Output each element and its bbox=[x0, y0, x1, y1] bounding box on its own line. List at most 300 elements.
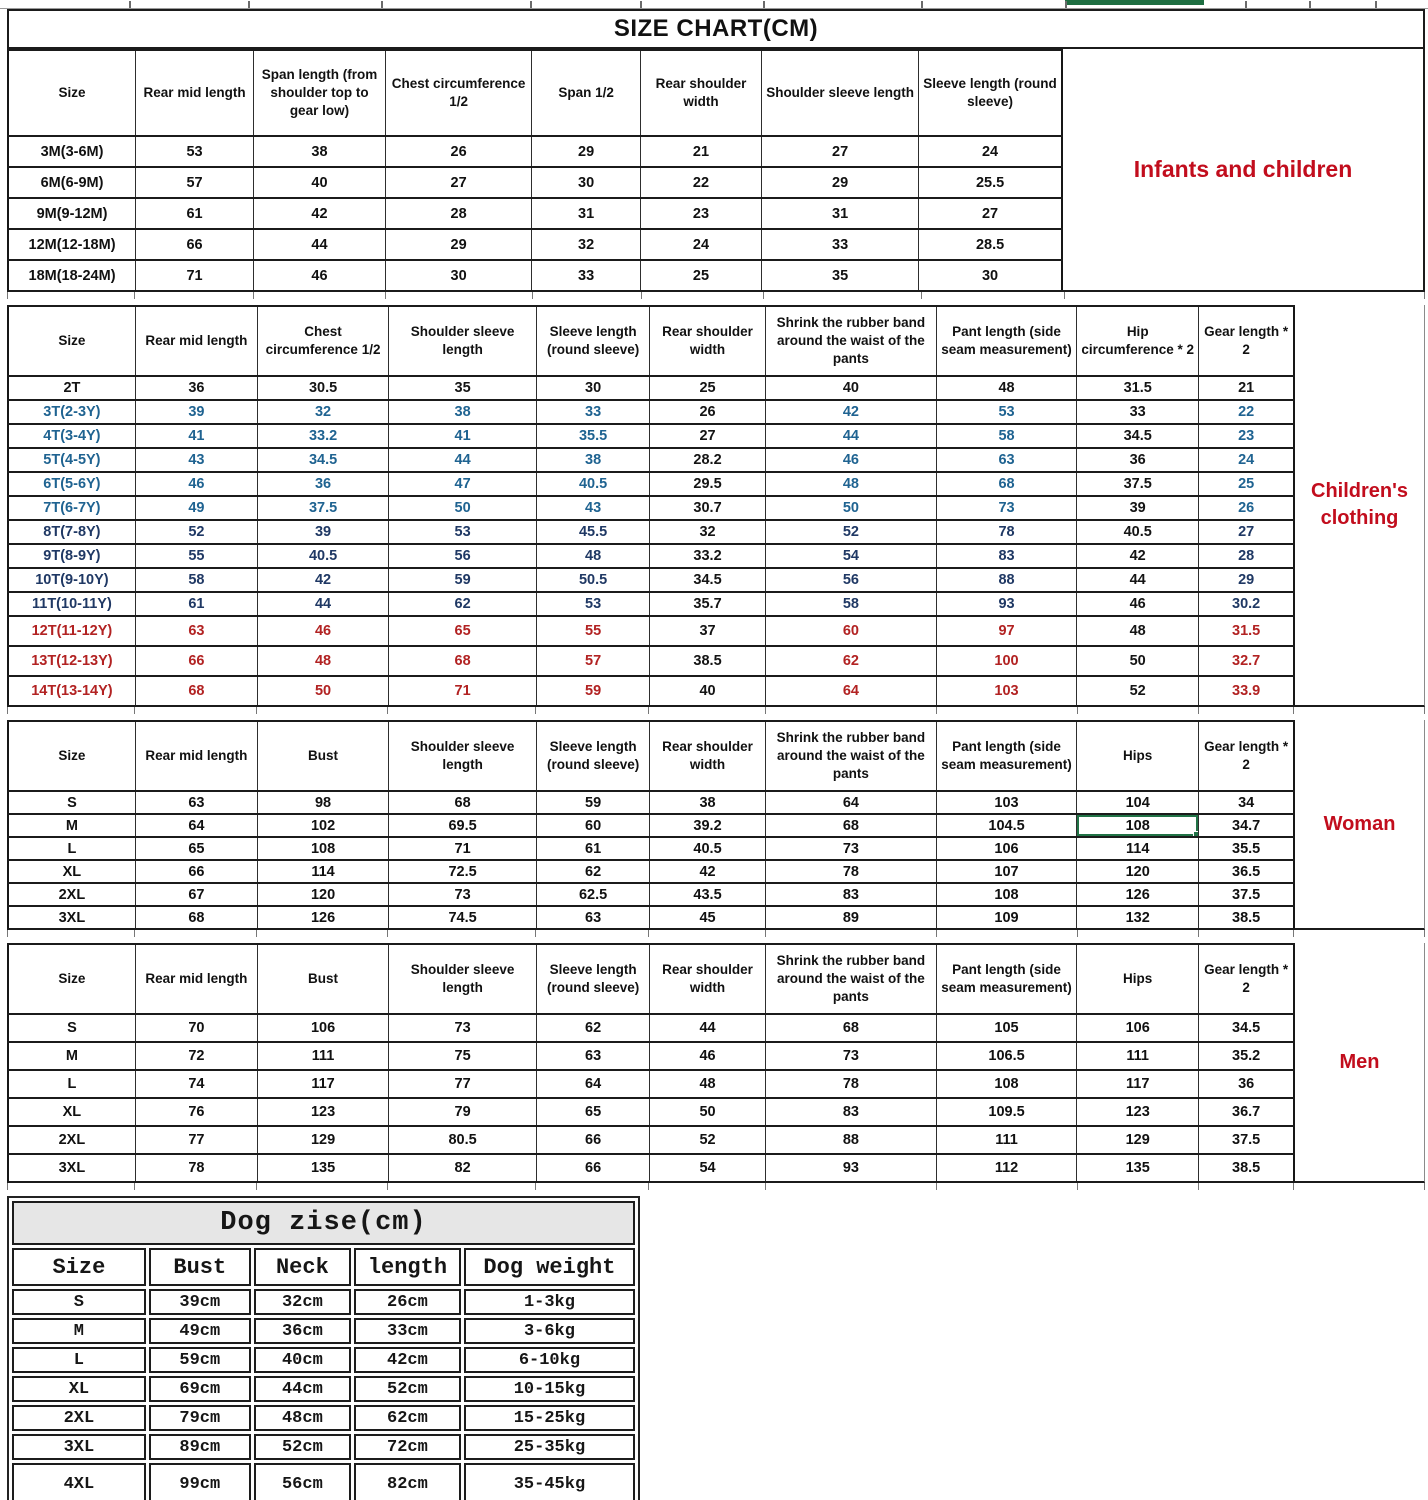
table-cell: 38 bbox=[389, 400, 537, 424]
men-section-label bbox=[1295, 943, 1425, 1183]
table-cell: 38 bbox=[254, 136, 386, 167]
column-header: Span 1/2 bbox=[532, 50, 641, 136]
table-cell: 76 bbox=[135, 1098, 257, 1126]
gridline-gap-strip bbox=[7, 707, 1425, 720]
table-cell: 32cm bbox=[254, 1289, 351, 1315]
table-cell: 21 bbox=[1199, 376, 1294, 400]
table-row bbox=[12, 1405, 635, 1431]
table-cell: 30.2 bbox=[1199, 592, 1294, 616]
table-cell: 22 bbox=[1199, 400, 1294, 424]
column-header: Size bbox=[8, 50, 136, 136]
table-cell: 48cm bbox=[254, 1405, 351, 1431]
table-cell: 28 bbox=[1199, 544, 1294, 568]
column-header: Sleeve length (round sleeve) bbox=[537, 944, 650, 1014]
table-cell: 70 bbox=[135, 1014, 257, 1042]
table-cell: 39.2 bbox=[650, 814, 766, 837]
table-cell: 62 bbox=[537, 860, 650, 883]
table-cell: 24 bbox=[1199, 448, 1294, 472]
dog-size-table bbox=[7, 1196, 640, 1500]
table-cell: 66 bbox=[135, 860, 257, 883]
gridline-gap-strip bbox=[7, 292, 1425, 305]
table-cell: 35.2 bbox=[1199, 1042, 1294, 1070]
table-cell: 111 bbox=[936, 1126, 1076, 1154]
table-cell: 68 bbox=[135, 906, 257, 929]
men-size-table bbox=[7, 943, 1295, 1183]
table-cell: 42 bbox=[1077, 544, 1199, 568]
table-cell: 52cm bbox=[354, 1376, 461, 1402]
gridline-gap-strip bbox=[7, 1183, 1425, 1196]
table-cell: 61 bbox=[537, 837, 650, 860]
table-cell: 82cm bbox=[354, 1463, 461, 1500]
gridline-gap-strip bbox=[7, 930, 1425, 943]
table-cell: 6-10kg bbox=[464, 1347, 635, 1373]
row-size-label: XL bbox=[8, 860, 135, 883]
column-header: Rear shoulder width bbox=[650, 306, 766, 376]
table-cell: 60 bbox=[537, 814, 650, 837]
column-tick bbox=[640, 1, 642, 8]
table-row bbox=[8, 400, 1294, 424]
row-size-label: 5T(4-5Y) bbox=[8, 448, 135, 472]
table-row bbox=[12, 1434, 635, 1460]
table-row bbox=[8, 136, 1062, 167]
row-size-label: 3XL bbox=[8, 906, 135, 929]
table-cell: 44 bbox=[1077, 568, 1199, 592]
table-cell: 50.5 bbox=[537, 568, 650, 592]
table-cell: 21 bbox=[640, 136, 761, 167]
column-header: Rear mid length bbox=[135, 306, 257, 376]
table-cell: 34.5 bbox=[1199, 1014, 1294, 1042]
table-row bbox=[12, 1376, 635, 1402]
table-row bbox=[8, 376, 1294, 400]
table-cell: 120 bbox=[257, 883, 388, 906]
column-header: Pant length (side seam measurement) bbox=[936, 306, 1076, 376]
table-cell: 42 bbox=[650, 860, 766, 883]
table-cell: 123 bbox=[257, 1098, 388, 1126]
table-cell: 29.5 bbox=[650, 472, 766, 496]
selection-fill-handle bbox=[1193, 831, 1199, 837]
table-cell: 46 bbox=[1077, 592, 1199, 616]
table-cell: 46 bbox=[257, 616, 388, 646]
table-cell: 106.5 bbox=[936, 1042, 1076, 1070]
table-cell: 30 bbox=[532, 167, 641, 198]
column-header: Neck bbox=[254, 1248, 351, 1286]
table-cell: 26 bbox=[1199, 496, 1294, 520]
table-cell: 31 bbox=[532, 198, 641, 229]
column-ticks bbox=[7, 292, 1425, 299]
table-cell: 35.5 bbox=[1199, 837, 1294, 860]
table-cell: 50 bbox=[650, 1098, 766, 1126]
table-cell: 71 bbox=[389, 676, 537, 706]
column-tick bbox=[1309, 1, 1311, 8]
table-cell: 43.5 bbox=[650, 883, 766, 906]
table-cell: 44 bbox=[254, 229, 386, 260]
column-tick bbox=[248, 1, 250, 8]
row-size-label: 3T(2-3Y) bbox=[8, 400, 135, 424]
column-header: Shrink the rubber band around the waist of the pants bbox=[765, 306, 936, 376]
table-cell: 50 bbox=[389, 496, 537, 520]
column-header: Rear mid length bbox=[136, 50, 254, 136]
table-cell: 106 bbox=[257, 1014, 388, 1042]
table-cell: 52cm bbox=[254, 1434, 351, 1460]
table-cell: 63 bbox=[936, 448, 1076, 472]
column-header: Shrink the rubber band around the waist of the pants bbox=[765, 944, 936, 1014]
table-cell: 67 bbox=[135, 883, 257, 906]
table-cell: 15-25kg bbox=[464, 1405, 635, 1431]
table-cell: 65 bbox=[389, 616, 537, 646]
table-cell: 28.2 bbox=[650, 448, 766, 472]
table-cell: 55 bbox=[135, 544, 257, 568]
table-cell: 40 bbox=[254, 167, 386, 198]
table-cell: 30.5 bbox=[257, 376, 388, 400]
column-header: Chest circumference 1/2 bbox=[385, 50, 532, 136]
table-cell: 74 bbox=[135, 1070, 257, 1098]
table-cell: 57 bbox=[136, 167, 254, 198]
table-cell: 50 bbox=[765, 496, 936, 520]
men-section-label-text: Men bbox=[1339, 1050, 1380, 1073]
children-section-label bbox=[1295, 305, 1425, 707]
children-section-label-text: Children's clothing bbox=[1311, 480, 1408, 529]
column-header: Bust bbox=[149, 1248, 251, 1286]
table-cell: 73 bbox=[765, 1042, 936, 1070]
table-cell: 50 bbox=[257, 676, 388, 706]
column-tick bbox=[530, 1, 532, 8]
table-cell: 83 bbox=[765, 1098, 936, 1126]
table-row bbox=[12, 1347, 635, 1373]
column-ticks bbox=[7, 1183, 1425, 1190]
table-row bbox=[8, 167, 1062, 198]
table-row bbox=[8, 646, 1294, 676]
table-cell: 44cm bbox=[254, 1376, 351, 1402]
table-cell: 78 bbox=[936, 520, 1076, 544]
table-cell: 62 bbox=[765, 646, 936, 676]
column-header: Rear shoulder width bbox=[650, 944, 766, 1014]
column-header: Gear length * 2 bbox=[1199, 944, 1294, 1014]
table-cell: 27 bbox=[1199, 520, 1294, 544]
row-size-label: XL bbox=[8, 1098, 135, 1126]
table-cell: 29 bbox=[532, 136, 641, 167]
table-cell: 100 bbox=[936, 646, 1076, 676]
row-size-label: 14T(13-14Y) bbox=[8, 676, 135, 706]
table-cell: 32 bbox=[532, 229, 641, 260]
table-cell: 117 bbox=[257, 1070, 388, 1098]
table-cell: 73 bbox=[389, 883, 537, 906]
table-cell: 31.5 bbox=[1077, 376, 1199, 400]
table-cell: 38 bbox=[537, 448, 650, 472]
table-cell: 24 bbox=[919, 136, 1062, 167]
table-cell: 42 bbox=[257, 568, 388, 592]
table-row bbox=[8, 198, 1062, 229]
table-cell: 68 bbox=[389, 646, 537, 676]
table-cell: 31 bbox=[762, 198, 919, 229]
column-header: Rear mid length bbox=[135, 944, 257, 1014]
table-cell: 54 bbox=[650, 1154, 766, 1182]
table-cell: 65 bbox=[135, 837, 257, 860]
column-header: length bbox=[354, 1248, 461, 1286]
table-cell: 72cm bbox=[354, 1434, 461, 1460]
table-row bbox=[8, 883, 1294, 906]
children-block bbox=[7, 305, 1425, 707]
table-cell: 31.5 bbox=[1199, 616, 1294, 646]
column-header: Hip circumference * 2 bbox=[1077, 306, 1199, 376]
table-cell: 46 bbox=[254, 260, 386, 291]
table-cell: 83 bbox=[765, 883, 936, 906]
table-row bbox=[8, 592, 1294, 616]
column-header: Pant length (side seam measurement) bbox=[936, 721, 1076, 791]
table-cell: 25 bbox=[650, 376, 766, 400]
table-cell: 36 bbox=[1199, 1070, 1294, 1098]
table-cell: 32 bbox=[650, 520, 766, 544]
table-cell: 28.5 bbox=[919, 229, 1062, 260]
table-cell: 61 bbox=[136, 198, 254, 229]
table-cell: 93 bbox=[765, 1154, 936, 1182]
table-cell: 69cm bbox=[149, 1376, 251, 1402]
table-cell: 44 bbox=[389, 448, 537, 472]
table-cell: 66 bbox=[135, 646, 257, 676]
column-header: Size bbox=[8, 944, 135, 1014]
table-cell: 82 bbox=[389, 1154, 537, 1182]
table-cell: 33.2 bbox=[257, 424, 388, 448]
row-size-label: 8T(7-8Y) bbox=[8, 520, 135, 544]
table-cell: 40 bbox=[765, 376, 936, 400]
table-cell: 36.7 bbox=[1199, 1098, 1294, 1126]
row-size-label: 13T(12-13Y) bbox=[8, 646, 135, 676]
table-cell: 59 bbox=[537, 676, 650, 706]
table-cell: 68 bbox=[936, 472, 1076, 496]
column-header: Bust bbox=[257, 944, 388, 1014]
row-size-label: 3M(3-6M) bbox=[8, 136, 136, 167]
table-row bbox=[8, 448, 1294, 472]
table-cell: 62 bbox=[389, 592, 537, 616]
table-cell: 42 bbox=[765, 400, 936, 424]
table-cell: 48 bbox=[650, 1070, 766, 1098]
table-cell: 35-45kg bbox=[464, 1463, 635, 1500]
table-cell: 88 bbox=[765, 1126, 936, 1154]
table-cell: 1-3kg bbox=[464, 1289, 635, 1315]
table-cell: 46 bbox=[650, 1042, 766, 1070]
table-cell: 108 bbox=[936, 883, 1076, 906]
table-cell: 35.7 bbox=[650, 592, 766, 616]
table-cell: 40.5 bbox=[1077, 520, 1199, 544]
table-cell: 62cm bbox=[354, 1405, 461, 1431]
table-cell: 83 bbox=[936, 544, 1076, 568]
row-size-label: 3XL bbox=[12, 1434, 146, 1460]
table-cell: 42cm bbox=[354, 1347, 461, 1373]
column-ticks bbox=[7, 930, 1425, 937]
selected-cell: 108 bbox=[1077, 814, 1199, 837]
table-cell: 126 bbox=[257, 906, 388, 929]
table-cell: 52 bbox=[135, 520, 257, 544]
table-cell: 26cm bbox=[354, 1289, 461, 1315]
table-cell: 33.2 bbox=[650, 544, 766, 568]
table-cell: 33 bbox=[532, 260, 641, 291]
children-size-table bbox=[7, 305, 1295, 707]
table-cell: 59 bbox=[537, 791, 650, 814]
table-row bbox=[8, 472, 1294, 496]
column-header: Rear shoulder width bbox=[640, 50, 761, 136]
table-cell: 29 bbox=[1199, 568, 1294, 592]
table-cell: 53 bbox=[389, 520, 537, 544]
table-cell: 34.5 bbox=[650, 568, 766, 592]
table-cell: 135 bbox=[1077, 1154, 1199, 1182]
table-cell: 49 bbox=[135, 496, 257, 520]
table-cell: 35.5 bbox=[537, 424, 650, 448]
table-cell: 68 bbox=[389, 791, 537, 814]
table-cell: 104 bbox=[1077, 791, 1199, 814]
table-cell: 37.5 bbox=[1199, 883, 1294, 906]
infant-block bbox=[7, 49, 1425, 292]
row-size-label: L bbox=[8, 837, 135, 860]
table-cell: 27 bbox=[919, 198, 1062, 229]
table-cell: 34 bbox=[1199, 791, 1294, 814]
dog-table-wrap bbox=[7, 1196, 1428, 1500]
table-cell: 24 bbox=[640, 229, 761, 260]
column-header: Shoulder sleeve length bbox=[389, 944, 537, 1014]
table-cell: 30.7 bbox=[650, 496, 766, 520]
table-row bbox=[8, 837, 1294, 860]
column-tick bbox=[1065, 1, 1067, 8]
table-cell: 61 bbox=[135, 592, 257, 616]
table-cell: 108 bbox=[257, 837, 388, 860]
table-cell: 38.5 bbox=[1199, 906, 1294, 929]
row-size-label: 2T bbox=[8, 376, 135, 400]
woman-size-table bbox=[7, 720, 1295, 930]
table-cell: 32.7 bbox=[1199, 646, 1294, 676]
table-cell: 65 bbox=[537, 1098, 650, 1126]
infant-section-label-text: Infants and children bbox=[1133, 155, 1353, 182]
table-cell: 39cm bbox=[149, 1289, 251, 1315]
table-cell: 29 bbox=[762, 167, 919, 198]
table-cell: 64 bbox=[537, 1070, 650, 1098]
table-cell: 63 bbox=[537, 1042, 650, 1070]
table-cell: 22 bbox=[640, 167, 761, 198]
table-cell: 64 bbox=[765, 676, 936, 706]
table-cell: 66 bbox=[537, 1154, 650, 1182]
column-header: Size bbox=[8, 306, 135, 376]
table-cell: 30 bbox=[385, 260, 532, 291]
column-ticks bbox=[7, 707, 1425, 714]
table-cell: 109 bbox=[936, 906, 1076, 929]
table-cell: 25.5 bbox=[919, 167, 1062, 198]
table-cell: 129 bbox=[1077, 1126, 1199, 1154]
table-cell: 62.5 bbox=[537, 883, 650, 906]
table-cell: 42 bbox=[254, 198, 386, 229]
table-row bbox=[8, 424, 1294, 448]
table-cell: 114 bbox=[257, 860, 388, 883]
table-cell: 102 bbox=[257, 814, 388, 837]
column-header: Hips bbox=[1077, 721, 1199, 791]
table-cell: 43 bbox=[135, 448, 257, 472]
table-cell: 34.5 bbox=[257, 448, 388, 472]
spreadsheet-top-gridline-strip bbox=[0, 0, 1428, 9]
table-cell: 48 bbox=[936, 376, 1076, 400]
table-cell: 48 bbox=[765, 472, 936, 496]
table-cell: 56 bbox=[389, 544, 537, 568]
table-row bbox=[8, 1014, 1294, 1042]
table-cell: 49cm bbox=[149, 1318, 251, 1344]
column-header: Gear length * 2 bbox=[1199, 306, 1294, 376]
table-cell: 66 bbox=[537, 1126, 650, 1154]
column-tick bbox=[381, 1, 383, 8]
table-cell: 34.7 bbox=[1199, 814, 1294, 837]
table-cell: 38.5 bbox=[650, 646, 766, 676]
table-cell: 63 bbox=[135, 791, 257, 814]
table-cell: 104.5 bbox=[936, 814, 1076, 837]
table-cell: 37.5 bbox=[1199, 1126, 1294, 1154]
table-row bbox=[8, 520, 1294, 544]
size-chart-title-text: SIZE CHART(CM) bbox=[613, 15, 819, 42]
column-header: Size bbox=[8, 721, 135, 791]
table-cell: 78 bbox=[135, 1154, 257, 1182]
table-cell: 99cm bbox=[149, 1463, 251, 1500]
table-cell: 126 bbox=[1077, 883, 1199, 906]
men-block bbox=[7, 943, 1425, 1183]
table-cell: 46 bbox=[135, 472, 257, 496]
table-cell: 72 bbox=[135, 1042, 257, 1070]
table-cell: 30 bbox=[919, 260, 1062, 291]
table-cell: 135 bbox=[257, 1154, 388, 1182]
table-row bbox=[8, 860, 1294, 883]
table-cell: 23 bbox=[640, 198, 761, 229]
woman-section-label-text: Woman bbox=[1323, 812, 1396, 835]
column-tick bbox=[129, 1, 131, 8]
table-row bbox=[8, 568, 1294, 592]
table-cell: 41 bbox=[389, 424, 537, 448]
table-cell: 75 bbox=[389, 1042, 537, 1070]
table-cell: 62 bbox=[537, 1014, 650, 1042]
row-size-label: 9M(9-12M) bbox=[8, 198, 136, 229]
table-cell: 52 bbox=[650, 1126, 766, 1154]
table-cell: 111 bbox=[257, 1042, 388, 1070]
table-row bbox=[8, 616, 1294, 646]
table-cell: 48 bbox=[257, 646, 388, 676]
table-row bbox=[8, 496, 1294, 520]
row-size-label: 6M(6-9M) bbox=[8, 167, 136, 198]
table-cell: 40.5 bbox=[537, 472, 650, 496]
table-cell: 77 bbox=[135, 1126, 257, 1154]
table-cell: 45 bbox=[650, 906, 766, 929]
table-cell: 53 bbox=[136, 136, 254, 167]
table-cell: 66 bbox=[136, 229, 254, 260]
table-cell: 58 bbox=[135, 568, 257, 592]
table-cell: 59cm bbox=[149, 1347, 251, 1373]
row-size-label: M bbox=[8, 814, 135, 837]
table-cell: 37.5 bbox=[1077, 472, 1199, 496]
table-cell: 112 bbox=[936, 1154, 1076, 1182]
column-header: Span length (from shoulder top to gear low) bbox=[254, 50, 386, 136]
table-cell: 68 bbox=[765, 814, 936, 837]
table-cell: 58 bbox=[765, 592, 936, 616]
table-row bbox=[12, 1289, 635, 1315]
row-size-label: 4T(3-4Y) bbox=[8, 424, 135, 448]
table-cell: 33cm bbox=[354, 1318, 461, 1344]
row-size-label: XL bbox=[12, 1376, 146, 1402]
table-cell: 68 bbox=[765, 1014, 936, 1042]
table-cell: 25 bbox=[1199, 472, 1294, 496]
table-cell: 108 bbox=[936, 1070, 1076, 1098]
table-cell: 46 bbox=[765, 448, 936, 472]
table-cell: 43 bbox=[537, 496, 650, 520]
table-cell: 123 bbox=[1077, 1098, 1199, 1126]
table-cell: 79 bbox=[389, 1098, 537, 1126]
table-row bbox=[8, 906, 1294, 929]
table-cell: 10-15kg bbox=[464, 1376, 635, 1402]
table-cell: 32 bbox=[257, 400, 388, 424]
table-cell: 103 bbox=[936, 676, 1076, 706]
table-cell: 38.5 bbox=[1199, 1154, 1294, 1182]
table-cell: 120 bbox=[1077, 860, 1199, 883]
woman-section-label bbox=[1295, 720, 1425, 930]
column-header: Shrink the rubber band around the waist of the pants bbox=[765, 721, 936, 791]
